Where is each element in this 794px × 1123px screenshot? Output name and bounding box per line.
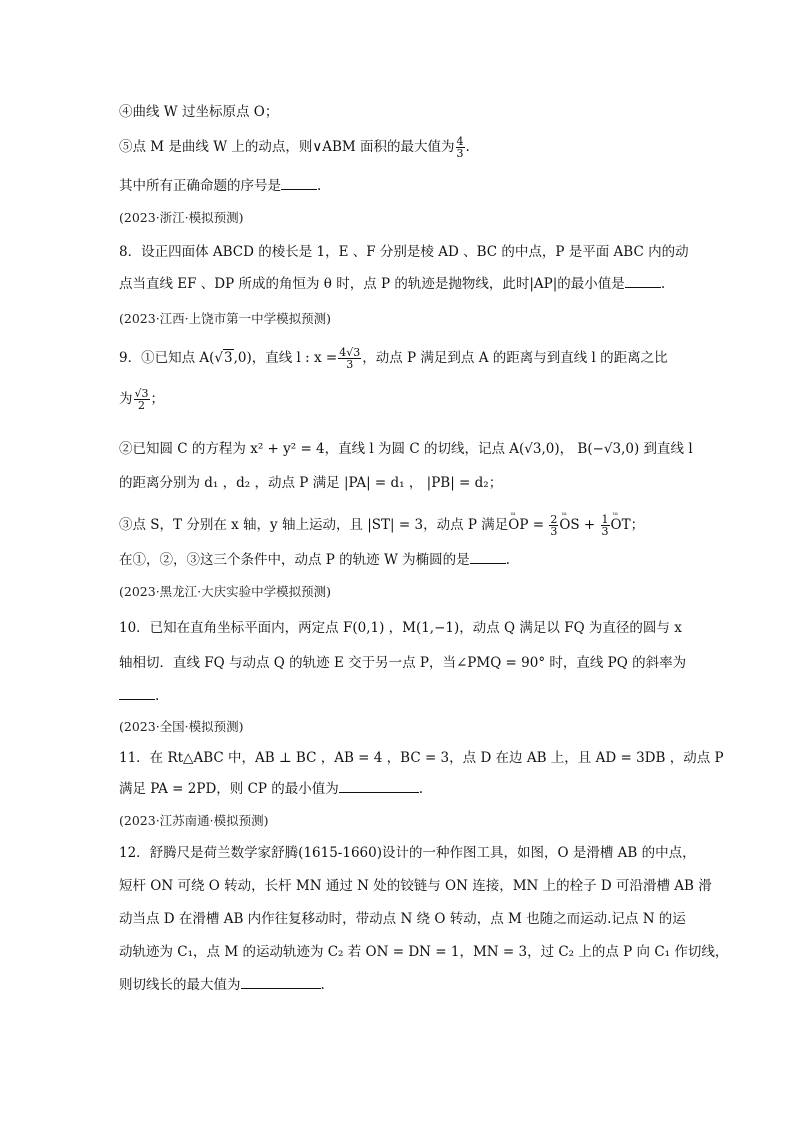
source-label: (2023·江西·上饶市第一中学模拟预测) [119, 311, 332, 326]
source-label: (2023·浙江·模拟预测) [119, 210, 244, 225]
fraction: $\frac{√3}{2}$ [134, 387, 149, 412]
source-label: (2023·全国·模拟预测) [119, 719, 244, 734]
source-label: (2023·黑龙江·大庆实验中学模拟预测) [119, 584, 332, 599]
question-12-line-2: 短杆 ON 可绕 O 转动，长杆 MN 通过 N 处的铰链与 ON 连接，MN 上的栓子 D 可沿滑槽 AB 滑 [119, 878, 712, 894]
answer-blank[interactable] [470, 551, 506, 564]
question-prompt: 其中所有正确命题的序号是 . [119, 178, 322, 194]
question-8-line-2: 点当直线 EF 、DP 所成的角恒为 θ 时，点 P 的轨迹是抛物线，此时|AP|的最小值是 . [119, 276, 666, 292]
question-9-line-4: 的距离分别为 d₁ ，d₂ ，动点 P 满足 |PA| = d₁ ， |PB| = d₂； [119, 475, 503, 491]
question-9-line-5: ③点 S，T 分别在 x 轴，y 轴上运动，且 |ST| = 3，动点 P 满足ᵚ OP = $\frac{2}{3}$ ᵚ OS + $\frac{1}{3}$ ᵚ OT； [119, 514, 644, 537]
question-9-line-2: 为 $\frac{√3}{2}$ ； [119, 387, 165, 412]
question-12-line-3: 动当点 D 在滑槽 AB 内作往复移动时，带动点 N 绕 O 转动，点 M 也随之而运动.记点 N 的运 [119, 911, 686, 927]
question-12-line-1: 12．舒腾尺是荷兰数学家舒腾(1615-1660)设计的一种作图工具，如图，O 是滑槽 AB 的中点， [119, 845, 696, 861]
answer-blank[interactable] [241, 976, 321, 989]
answer-blank[interactable] [339, 780, 419, 793]
answer-blank[interactable] [119, 687, 155, 700]
question-12-line-5: 则切线长的最大值为 . [119, 977, 325, 993]
fraction: $\frac{1}{3}$ [601, 513, 609, 538]
fraction: $\frac{2}{3}$ [550, 513, 558, 538]
question-9-line-1: 9．①已知点 A(√3,0)，直线 l : x = $\frac{4√3}{3}$ ，动点 P 满足到点 A 的距离与到直线 l 的距离之比 [119, 346, 668, 371]
source-label: (2023·江苏南通·模拟预测) [119, 813, 269, 828]
fraction: $\frac{4√3}{3}$ [339, 346, 361, 371]
question-12-line-4: 动轨迹为 C₁，点 M 的运动轨迹为 C₂ 若 ON = DN = 1，MN = 3，过 C₂ 上的点 P 向 C₁ 作切线， [119, 944, 729, 960]
question-10-line-1: 10．已知在直角坐标平面内，两定点 F(0,1) ，M(1,−1)，动点 Q 满足以 FQ 为直径的圆与 x [119, 620, 682, 636]
question-10-line-2: 轴相切．直线 FQ 与动点 Q 的轨迹 E 交于另一点 P，当∠PMQ = 90° 时，直线 PQ 的斜率为 [119, 655, 687, 671]
question-10-line-3: . [119, 687, 159, 705]
option-5: ⑤点 M 是曲线 W 上的动点，则∨ABM 面积的最大值为 $\frac{4}{3}$ . [119, 135, 470, 160]
question-8-line-1: 8．设正四面体 ABCD 的棱长是 1，E 、F 分别是棱 AD 、BC 的中点，P 是平面 ABC 内的动 [119, 244, 689, 260]
question-9-line-3: ②已知圆 C 的方程为 x² + y² = 4，直线 l 为圆 C 的切线，记点 A(√3,0)， B(−√3,0) 到直线 l [119, 441, 693, 457]
question-9-line-6: 在①，②，③这三个条件中，动点 P 的轨迹 W 为椭圆的是 . [119, 552, 510, 568]
answer-blank[interactable] [625, 275, 661, 288]
answer-blank[interactable] [281, 177, 317, 190]
option-4: ④曲线 W 过坐标原点 O； [119, 104, 279, 120]
question-11-line-2: 满足 PA = 2PD，则 CP 的最小值为 . [119, 781, 424, 797]
question-11-line-1: 11．在 Rt△ABC 中，AB ⊥ BC ，AB = 4 ，BC = 3，点 D 在边 AB 上，且 AD = 3DB ，动点 P [119, 750, 724, 766]
fraction: $\frac{4}{3}$ [456, 135, 464, 160]
